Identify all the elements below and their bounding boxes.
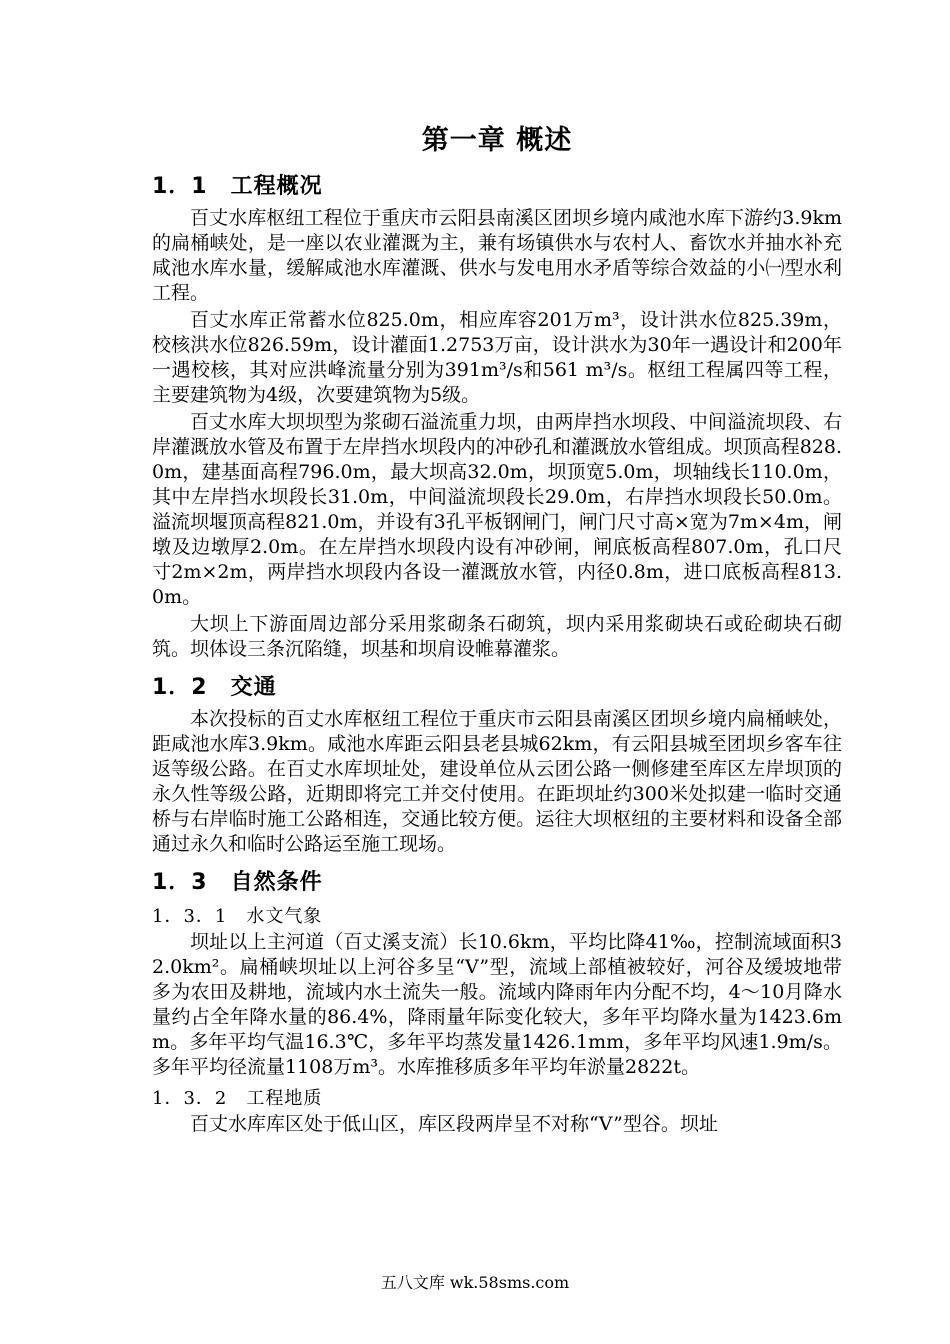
- paragraph: 大坝上下游面周边部分采用浆砌条石砌筑，坝内采用浆砌块石或砼砌块石砌筑。坝体设三条沉陷缝，坝基和坝肩设帷幕灌浆。: [152, 613, 842, 660]
- paragraph: 百丈水库大坝坝型为浆砌石溢流重力坝，由两岸挡水坝段、中间溢流坝段、右岸灌溉放水管及布置于左岸挡水坝段内的冲砂孔和灌溉放水管组成。坝顶高程828.0m，建基面高程796.0m，最大坝高32.0m，坝顶宽5.0m，坝轴线长110.0m，其中左岸挡水坝段长31.0m，中间溢流坝段长29.0m，右岸挡水坝段长50.0m。溢流坝堰顶高程821.0m，并设有3孔平板钢闸门，闸门尺寸高×宽为7m×4m，闸墩及边墩厚2.0m。在左岸挡水坝段内设有冲砂闸，闸底板高程807.0m，孔口尺寸2m×2m，两岸挡水坝段内各设一灌溉放水管，内径0.8m，进口底板高程813.0m。: [152, 411, 842, 608]
- subsection-title-geology: 1．3．2 工程地质: [152, 1088, 323, 1109]
- paragraph: 百丈水库正常蓄水位825.0m，相应库容201万m³，设计洪水位825.39m，校核洪水位826.59m，设计灌面1.2753万亩，设计洪水为30年一遇设计和200年一遇校核，其对应洪峰流量分别为391m³/s和561 m³/s。枢纽工程属四等工程，主要建筑物为4级，次要建筑物为5级。: [152, 309, 842, 406]
- section-title-natural-conditions: 1．3 自然条件: [152, 870, 323, 895]
- paragraph: 本次投标的百丈水库枢纽工程位于重庆市云阳县南溪区团坝乡境内扁桶峡处，距咸池水库3.9km。咸池水库距云阳县老县城62km，有云阳县城至团坝乡客车往返等级公路。在百丈水库坝址处，建设单位从云团公路一侧修建至库区左岸坝顶的永久性等级公路，近期即将完工并交付使用。在距坝址约300米处拟建一临时交通桥与右岸临时施工公路相连，交通比较方便。运往大坝枢纽的主要材料和设备全部通过永久和临时公路运至施工现场。: [152, 708, 842, 855]
- paragraph: 百丈水库库区处于低山区，库区段两岸呈不对称“V”型谷。坝址: [190, 1113, 718, 1135]
- paragraph: 百丈水库枢纽工程位于重庆市云阳县南溪区团坝乡境内咸池水库下游约3.9km的扁桶峡处，是一座以农业灌溉为主，兼有场镇供水与农村人、畜饮水并抽水补充咸池水库水量，缓解咸池水库灌溉、供水与发电用水矛盾等综合效益的小㈠型水利工程。: [152, 207, 842, 304]
- section-title-overview: 1．1 工程概况: [152, 174, 323, 199]
- subsection-title-hydrology: 1．3．1 水文气象: [152, 906, 323, 927]
- page-footer: 五八文库 wk.58sms.com: [380, 1273, 570, 1292]
- section-title-transport: 1．2 交通: [152, 675, 277, 700]
- document-body: [152, 110, 842, 1139]
- chapter-title: 第一章 概述: [421, 125, 573, 156]
- paragraph: 坝址以上主河道（百丈溪支流）长10.6km，平均比降41‰，控制流域面积32.0km²。扁桶峡坝址以上河谷多呈“V”型，流域上部植被较好，河谷及缓坡地带多为农田及耕地，流域内水土流失一般。流域内降雨年内分配不均，4～10月降水量约占全年降水量的86.4%，降雨量年际变化较大，多年平均降水量为1423.6mm。多年平均气温16.3℃，多年平均蒸发量1426.1mm，多年平均风速1.9m/s。多年平均径流量1108万m³。水库推移质多年平均年淤量2822t。: [152, 931, 842, 1078]
